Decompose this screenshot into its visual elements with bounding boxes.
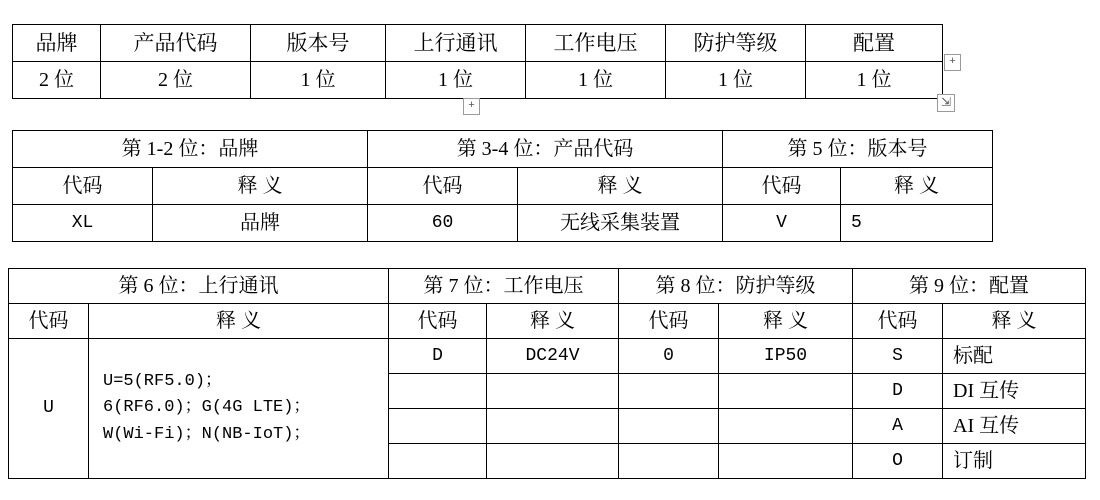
group-title-version: 第 5 位：版本号 [723, 131, 993, 168]
digits-cell-brand: 2 位 [13, 62, 101, 99]
header-cell-version: 版本号 [251, 25, 386, 62]
digits-cell-config: 1 位 [806, 62, 943, 99]
col-header-meaning-voltage: 释 义 [487, 304, 619, 339]
uplink-line-2: 6(RF6.0)；G(4G LTE)； [103, 398, 311, 418]
empty-cell-voltage-3 [389, 409, 487, 444]
empty-cell-voltage-meaning-2 [487, 374, 619, 409]
col-header-meaning-protection: 释 义 [719, 304, 853, 339]
empty-cell-voltage-meaning-4 [487, 444, 619, 479]
table-row [13, 25, 943, 62]
table-row [13, 131, 993, 168]
empty-cell-protection-3 [619, 409, 719, 444]
header-cell-uplink: 上行通讯 [386, 25, 526, 62]
value-code-config-3: O [853, 444, 943, 479]
empty-cell-voltage-4 [389, 444, 487, 479]
empty-cell-protection-meaning-3 [719, 409, 853, 444]
header-cell-voltage: 工作电压 [526, 25, 666, 62]
col-header-meaning-version: 释 义 [841, 168, 993, 205]
value-meaning-config-0: 标配 [943, 339, 1086, 374]
value-meaning-uplink [89, 339, 389, 479]
value-code-uplink: U [9, 339, 89, 479]
header-cell-protection: 防护等级 [666, 25, 806, 62]
value-meaning-protection: IP50 [719, 339, 853, 374]
empty-cell-protection-2 [619, 374, 719, 409]
header-cell-brand: 品牌 [13, 25, 101, 62]
digits-cell-protection: 1 位 [666, 62, 806, 99]
product-code-structure-table [12, 24, 943, 99]
value-meaning-voltage: DC24V [487, 339, 619, 374]
col-header-meaning-config: 释 义 [943, 304, 1086, 339]
value-code-config-0: S [853, 339, 943, 374]
resize-handle[interactable]: ⇲ [937, 94, 955, 112]
uplink-line-3: W(Wi-Fi)；N(NB-IoT)； [103, 424, 311, 444]
value-code-protection: 0 [619, 339, 719, 374]
add-row-button[interactable]: + [463, 98, 480, 115]
value-code-config-1: D [853, 374, 943, 409]
code-meaning-table-1-5 [12, 130, 993, 242]
col-header-meaning-uplink: 释 义 [89, 304, 389, 339]
digits-cell-product-code: 2 位 [101, 62, 251, 99]
table-two-container [12, 130, 993, 242]
col-header-code-voltage: 代码 [389, 304, 487, 339]
col-header-code-uplink: 代码 [9, 304, 89, 339]
value-meaning-config-2: AI 互传 [943, 409, 1086, 444]
digits-cell-voltage: 1 位 [526, 62, 666, 99]
table-row [9, 304, 1086, 339]
value-code-config-2: A [853, 409, 943, 444]
uplink-line-1: U=5(RF5.0)； [103, 371, 223, 391]
table-one-container [12, 24, 943, 99]
add-column-button[interactable]: + [944, 54, 961, 71]
col-header-meaning-product: 释 义 [518, 168, 723, 205]
col-header-code-config: 代码 [853, 304, 943, 339]
table-row [13, 168, 993, 205]
header-cell-product-code: 产品代码 [101, 25, 251, 62]
value-code-version: V [723, 205, 841, 242]
table-three-container [8, 268, 1086, 479]
col-header-meaning-brand: 释 义 [153, 168, 368, 205]
group-title-product-code: 第 3-4 位：产品代码 [368, 131, 723, 168]
header-cell-config: 配置 [806, 25, 943, 62]
value-meaning-product: 无线采集装置 [518, 205, 723, 242]
col-header-code-brand: 代码 [13, 168, 153, 205]
digits-cell-version: 1 位 [251, 62, 386, 99]
table-row [13, 62, 943, 99]
table-row [9, 269, 1086, 304]
col-header-code-product: 代码 [368, 168, 518, 205]
group-title-brand: 第 1-2 位：品牌 [13, 131, 368, 168]
value-meaning-config-3: 订制 [943, 444, 1086, 479]
col-header-code-version: 代码 [723, 168, 841, 205]
value-code-brand: XL [13, 205, 153, 242]
col-header-code-protection: 代码 [619, 304, 719, 339]
value-code-product: 60 [368, 205, 518, 242]
value-meaning-version: 5 [841, 205, 993, 242]
value-meaning-brand: 品牌 [153, 205, 368, 242]
code-meaning-table-6-9 [8, 268, 1086, 479]
empty-cell-protection-meaning-2 [719, 374, 853, 409]
digits-cell-uplink: 1 位 [386, 62, 526, 99]
empty-cell-protection-meaning-4 [719, 444, 853, 479]
empty-cell-protection-4 [619, 444, 719, 479]
value-code-voltage: D [389, 339, 487, 374]
empty-cell-voltage-meaning-3 [487, 409, 619, 444]
value-meaning-config-1: DI 互传 [943, 374, 1086, 409]
table-row [9, 339, 1086, 374]
table-row [13, 205, 993, 242]
group-title-uplink: 第 6 位：上行通讯 [9, 269, 389, 304]
group-title-voltage: 第 7 位：工作电压 [389, 269, 619, 304]
group-title-config: 第 9 位：配置 [853, 269, 1086, 304]
group-title-protection: 第 8 位：防护等级 [619, 269, 853, 304]
empty-cell-voltage-2 [389, 374, 487, 409]
